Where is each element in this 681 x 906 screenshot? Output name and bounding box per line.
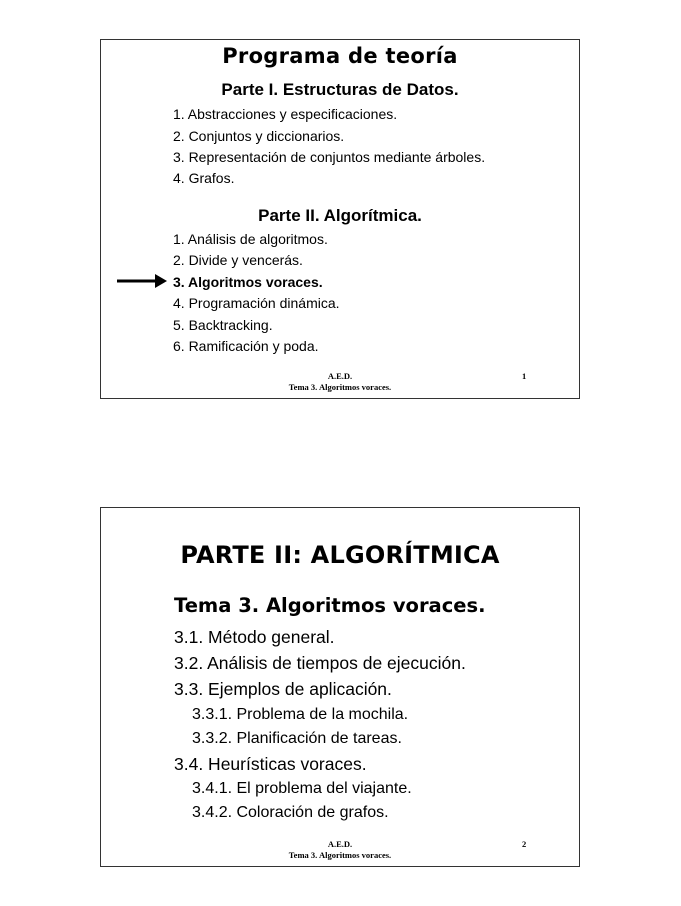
part-1-heading: Parte I. Estructuras de Datos.	[221, 80, 459, 99]
list-item: 2. Divide y vencerás.	[173, 252, 303, 268]
list-item: 1. Análisis de algoritmos.	[173, 231, 328, 247]
list-item: 3.1. Método general.	[174, 627, 335, 647]
footer-course: A.E.D.	[327, 839, 353, 849]
right-arrow-icon	[117, 274, 167, 288]
list-item-highlighted: 3. Algoritmos voraces.	[173, 274, 323, 290]
list-item: 1. Abstracciones y especificaciones.	[173, 106, 398, 122]
list-subitem: 3.3.1. Problema de la mochila.	[192, 706, 409, 723]
list-item: 3. Representación de conjuntos mediante árboles.	[173, 149, 486, 165]
list-item: 3.2. Análisis de tiempos de ejecución.	[174, 653, 466, 673]
slide-subtitle: Tema 3. Algoritmos voraces.	[174, 594, 486, 617]
list-subitem: 3.3.2. Planificación de tareas.	[192, 730, 402, 747]
slide-1	[100, 39, 580, 399]
list-item: 4. Programación dinámica.	[173, 295, 340, 311]
list-item: 5. Backtracking.	[173, 317, 273, 333]
page-number: 1	[522, 371, 527, 381]
footer-course: A.E.D.	[327, 371, 353, 381]
part-2-heading: Parte II. Algorítmica.	[258, 206, 422, 225]
slide-2	[100, 507, 580, 867]
list-item: 3.4. Heurísticas voraces.	[174, 754, 367, 774]
slide-title: Programa de teoría	[222, 44, 458, 68]
list-subitem: 3.4.2. Coloración de grafos.	[192, 804, 389, 821]
list-item: 4. Grafos.	[173, 170, 235, 186]
list-subitem: 3.4.1. El problema del viajante.	[192, 780, 412, 797]
footer-topic: Tema 3. Algoritmos voraces.	[288, 850, 392, 860]
page-number: 2	[522, 839, 527, 849]
slide-title: PARTE II: ALGORÍTMICA	[180, 541, 500, 569]
list-item: 6. Ramificación y poda.	[173, 338, 319, 354]
footer-topic: Tema 3. Algoritmos voraces.	[288, 382, 392, 392]
list-item: 3.3. Ejemplos de aplicación.	[174, 679, 392, 699]
list-item: 2. Conjuntos y diccionarios.	[173, 128, 345, 144]
